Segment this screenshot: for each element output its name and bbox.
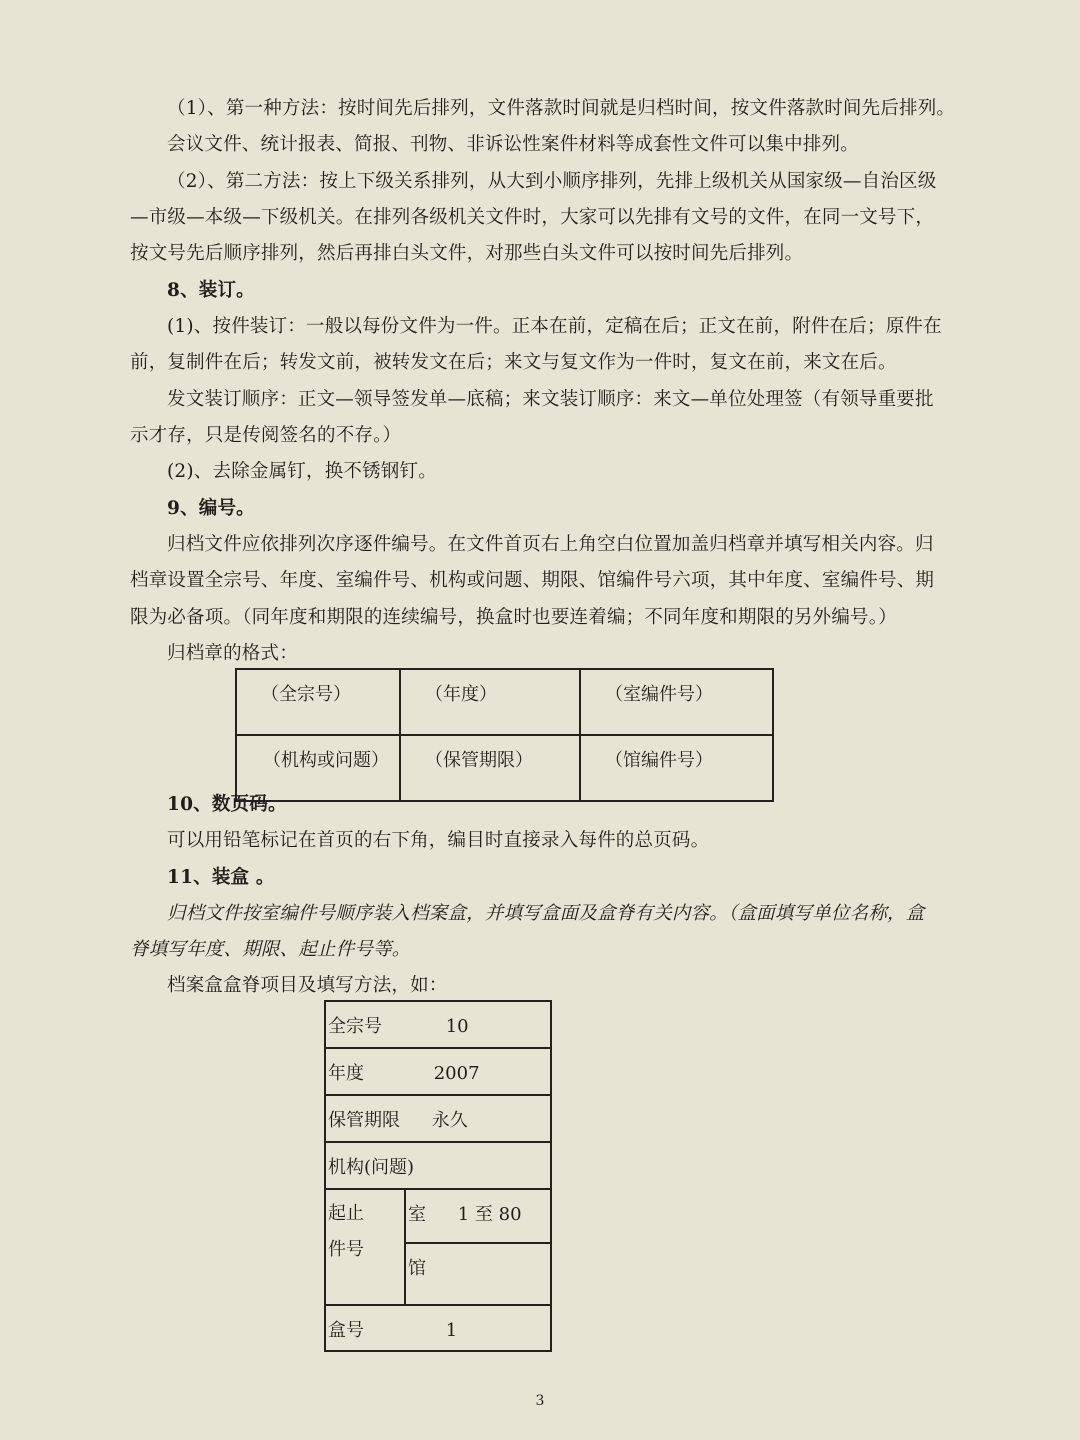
table-row [325, 1048, 551, 1095]
text-line: 示才存，只是传阅签名的不存。） [130, 425, 402, 446]
table-cell: （保管期限） [400, 735, 580, 801]
text-line: 会议文件、统计报表、简报、刊物、非诉讼性案件材料等成套性文件可以集中排列。 [167, 134, 859, 155]
table-cell: 馆 [405, 1243, 551, 1305]
table-cell: （全宗号） [236, 669, 400, 735]
box-value: 1 [445, 1320, 458, 1341]
table-row [325, 1001, 551, 1048]
text-line: (1)、按件装订：一般以每份文件为一件。正本在前，定稿在后；正文在前，附件在后；原件在 [167, 316, 942, 337]
text-line: 归档文件按室编件号顺序装入档案盒，并填写盒面及盒脊有关内容。（盒面填写单位名称，盒 [167, 903, 925, 924]
text-line: 档案盒盒脊项目及填写方法，如： [167, 975, 448, 996]
table-row [325, 1095, 551, 1142]
table-cell: （馆编件号） [580, 735, 773, 801]
text-line: —市级—本级—下级机关。在排列各级机关文件时，大家可以先排有文号的文件，在同一文号下， [130, 207, 935, 228]
table-cell: 机构(问题) [325, 1142, 551, 1189]
table-row [325, 1142, 551, 1189]
text-line: 按文号先后顺序排列，然后再排白头文件，对那些白头文件可以按时间先后排列。 [130, 243, 804, 264]
year-value: 2007 [433, 1063, 480, 1084]
text-line: （2）、第二方法：按上下级关系排列，从大到小顺序排列，先排上级机关从国家级—自治区级 [167, 171, 937, 192]
table-cell [325, 1095, 551, 1142]
text-line: 归档章的格式： [167, 643, 298, 664]
room-label: 室 [408, 1204, 426, 1225]
text-line: 归档文件应依排列次序逐件编号。在文件首页右上角空白位置加盖归档章并填写相关内容。归 [167, 534, 934, 555]
table-cell [405, 1189, 551, 1243]
table-cell: （室编件号） [580, 669, 773, 735]
table-row [325, 1189, 551, 1243]
text-line: (2)、去除金属钉，换不锈钢钉。 [167, 461, 437, 482]
section-heading: 9、编号。 [167, 498, 255, 519]
text-line: 限为必备项。（同年度和期限的连续编号，换盒时也要连着编；不同年度和期限的另外编号。） [130, 607, 897, 628]
box-spine-table [324, 1000, 552, 1352]
page-number: 3 [535, 1393, 545, 1409]
period-label: 保管期限 [328, 1110, 400, 1131]
table-cell [325, 1305, 551, 1351]
box-label: 盒号 [328, 1320, 364, 1341]
section-heading: 10、数页码。 [167, 794, 287, 815]
table-row [236, 669, 773, 735]
table-row [325, 1305, 551, 1351]
range-label-line: 件号 [328, 1239, 364, 1260]
table-cell [325, 1001, 551, 1048]
text-line: 可以用铅笔标记在首页的右下角，编目时直接录入每件的总页码。 [167, 830, 710, 851]
table-cell: （机构或问题） [236, 735, 400, 801]
table-cell [325, 1048, 551, 1095]
text-line: （1）、第一种方法：按时间先后排列，文件落款时间就是归档时间，按文件落款时间先后排列。 [167, 98, 956, 119]
fonds-value: 10 [445, 1016, 469, 1037]
table-cell: （年度） [400, 669, 580, 735]
text-line: 档章设置全宗号、年度、室编件号、机构或问题、期限、馆编件号六项，其中年度、室编件号、期 [130, 570, 935, 591]
table-cell [325, 1189, 405, 1305]
text-line: 前，复制件在后；转发文前，被转发文在后；来文与复文作为一件时，复文在前，来文在后。 [130, 352, 897, 373]
section-heading: 8、装订。 [167, 280, 255, 301]
year-label: 年度 [328, 1063, 364, 1084]
period-value: 永久 [431, 1110, 468, 1131]
room-value: 1 至 80 [457, 1204, 522, 1225]
range-label-line: 起止 [328, 1203, 364, 1224]
text-line: 脊填写年度、期限、起止件号等。 [130, 939, 411, 960]
section-heading: 11、装盒 。 [167, 867, 275, 888]
archive-stamp-table [235, 668, 774, 802]
text-line: 发文装订顺序：正文—领导签发单—底稿；来文装订顺序：来文—单位处理签（有领导重要批 [167, 389, 934, 410]
fonds-label: 全宗号 [328, 1016, 382, 1037]
